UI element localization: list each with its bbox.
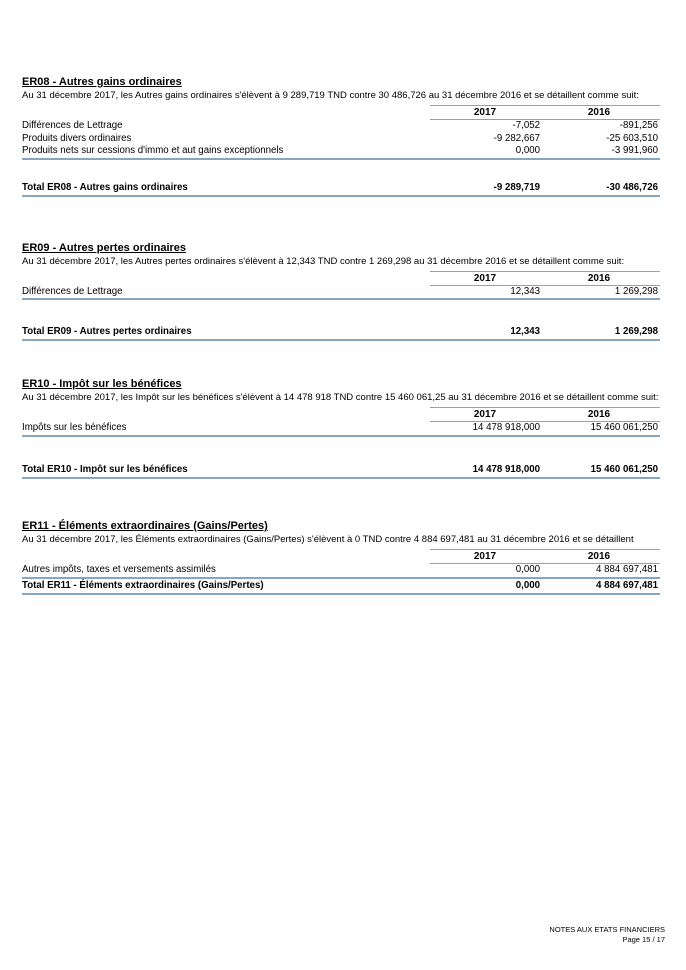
column-header-2017: 2017 xyxy=(430,105,540,120)
section-er08 xyxy=(22,76,660,197)
section-heading: ER11 - Éléments extraordinaires (Gains/Pertes) xyxy=(22,519,268,532)
table-body xyxy=(22,286,660,299)
row-label: Impôts sur les bénéfices xyxy=(22,422,127,434)
footer-title: NOTES AUX ETATS FINANCIERS xyxy=(549,925,665,934)
section-heading: ER10 - Impôt sur les bénéfices xyxy=(22,378,182,391)
data-table xyxy=(22,407,660,437)
row-value-2016: 4 884 697,481 xyxy=(596,563,658,575)
header-spacer xyxy=(22,105,430,120)
row-value-2017: -7,052 xyxy=(512,120,540,131)
section-heading: ER09 - Autres pertes ordinaires xyxy=(22,241,187,254)
document-content xyxy=(22,0,660,595)
row-value-2017: 0,000 xyxy=(515,145,540,157)
row-value-2016: -25 603,510 xyxy=(606,132,658,144)
table-row xyxy=(22,145,660,158)
total-value-2016: -30 486,726 xyxy=(606,181,658,193)
row-value-2017: 0,000 xyxy=(515,563,540,575)
total-label: Total ER08 - Autres gains ordinaires xyxy=(22,181,188,193)
table-row xyxy=(22,422,660,435)
table-header-row xyxy=(22,549,660,564)
section-heading: ER08 - Autres gains ordinaires xyxy=(22,76,182,88)
total-row xyxy=(22,325,660,341)
total-value-2017: -9 289,719 xyxy=(493,181,540,193)
total-label: Total ER09 - Autres pertes ordinaires xyxy=(22,326,192,338)
section-er11 xyxy=(22,520,660,595)
total-value-2016: 15 460 061,250 xyxy=(590,463,658,475)
total-row xyxy=(22,463,660,479)
section-intro: Au 31 décembre 2017, les Éléments extraordinaires (Gains/Pertes) s'élèvent à 0 TND contre 4 884 697,481 au 31 décembre 2016 et se détaillent xyxy=(22,533,634,545)
table-row xyxy=(22,120,660,133)
data-table xyxy=(22,105,660,160)
row-label: Produits nets sur cessions d'immo et aut gains exceptionnels xyxy=(22,145,284,157)
data-table xyxy=(22,549,660,579)
total-value-2016: 4 884 697,481 xyxy=(596,579,658,591)
row-label: Produits divers ordinaires xyxy=(22,132,132,144)
table-header-row xyxy=(22,271,660,286)
row-value-2017: 14 478 918,000 xyxy=(472,422,540,434)
row-label: Autres impôts, taxes et versements assimilés xyxy=(22,563,216,575)
table-header-row xyxy=(22,407,660,422)
section-er09 xyxy=(22,242,660,342)
section-intro: Au 31 décembre 2017, les Autres gains ordinaires s'élèvent à 9 289,719 TND contre 30 486,726 au 31 décembre 2016 et se détaillent comme suit: xyxy=(22,90,639,101)
total-value-2017: 12,343 xyxy=(510,326,540,338)
row-value-2016: -3 991,960 xyxy=(611,145,658,157)
table-row xyxy=(22,564,660,577)
column-header-2017: 2017 xyxy=(430,407,540,422)
table-row xyxy=(22,133,660,146)
header-spacer xyxy=(22,407,430,422)
row-label: Différences de Lettrage xyxy=(22,120,123,131)
total-label: Total ER10 - Impôt sur les bénéfices xyxy=(22,463,188,475)
total-value-2017: 0,000 xyxy=(515,579,540,591)
column-header-2016: 2016 xyxy=(540,105,660,120)
column-header-2016: 2016 xyxy=(540,407,660,422)
row-label: Différences de Lettrage xyxy=(22,285,123,297)
row-value-2016: 1 269,298 xyxy=(614,285,658,297)
row-value-2017: 12,343 xyxy=(510,285,540,297)
table-header-row xyxy=(22,105,660,120)
total-label: Total ER11 - Éléments extraordinaires (Gains/Pertes) xyxy=(22,579,264,591)
column-header-2016: 2016 xyxy=(540,271,660,286)
total-value-2017: 14 478 918,000 xyxy=(472,463,540,475)
section-intro: Au 31 décembre 2017, les Autres pertes ordinaires s'élèvent à 12,343 TND contre 1 269,298 au 31 décembre 2016 et se détaillent comme suit: xyxy=(22,255,625,267)
column-header-2017: 2017 xyxy=(430,271,540,286)
section-er10 xyxy=(22,378,660,479)
header-spacer xyxy=(22,271,430,286)
section-intro: Au 31 décembre 2017, les Impôt sur les bénéfices s'élèvent à 14 478 918 TND contre 15 460 061,25 au 31 décembre 2016 et se détaillent comme suit: xyxy=(22,392,659,404)
row-value-2017: -9 282,667 xyxy=(493,132,540,144)
table-row xyxy=(22,286,660,299)
table-body xyxy=(22,120,660,158)
total-row xyxy=(22,579,660,595)
row-value-2016: -891,256 xyxy=(619,120,658,131)
footer-page-number: Page 15 / 17 xyxy=(622,934,665,944)
table-body xyxy=(22,564,660,577)
page-footer xyxy=(549,925,665,944)
header-spacer xyxy=(22,549,430,564)
column-header-2017: 2017 xyxy=(430,549,540,564)
column-header-2016: 2016 xyxy=(540,549,660,564)
data-table xyxy=(22,271,660,301)
table-body xyxy=(22,422,660,435)
row-value-2016: 15 460 061,250 xyxy=(590,422,658,434)
total-value-2016: 1 269,298 xyxy=(614,326,658,338)
total-row xyxy=(22,181,660,197)
